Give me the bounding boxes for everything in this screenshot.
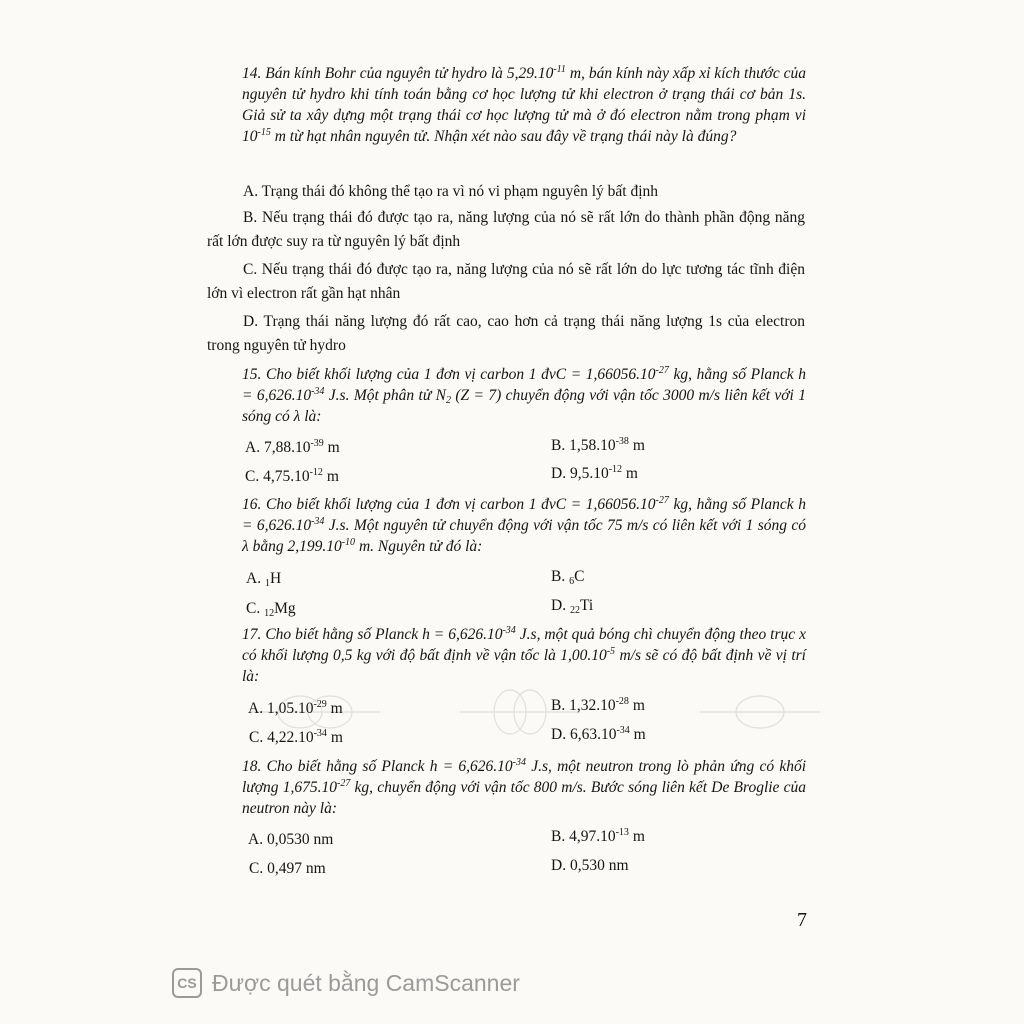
question-14-option-a: A. Trạng thái đó không thể tạo ra vì nó vi phạm nguyên lý bất định xyxy=(243,183,659,200)
question-16-stem xyxy=(242,494,806,557)
question-14-stem xyxy=(242,63,806,147)
exponent: -27 xyxy=(336,778,351,789)
question-14-option-b: B. Nếu trạng thái đó được tạo ra, năng lượng của nó sẽ rất lớn do thành phần động năng rất lớn được suy ra từ nguyên lý bất định xyxy=(207,209,805,250)
question-17-option-a: A. $1,05.10^{-29}$ m xyxy=(248,699,343,717)
stem-text: m/s sẽ có độ bất định về vị trí là: xyxy=(242,647,806,685)
exponent: -34 xyxy=(311,386,325,397)
page-number: 7 xyxy=(797,909,807,931)
question-16-option-c: C. 12Mg xyxy=(246,600,296,619)
stem-text: (Z = 7) chuyển động với vận tốc 3000 m/s liên kết với 1 sóng có λ là: xyxy=(242,387,806,425)
stem-text: m. Nguyên tử đó là: xyxy=(355,538,483,555)
exponent: -27 xyxy=(655,495,669,506)
exponent: -11 xyxy=(553,64,566,75)
question-15-option-d: D. $9,5.10^{-12}$ m xyxy=(551,464,638,482)
stem-text: kg, chuyển động với vận tốc 800 m/s. Bước sóng liên kết De Broglie của neutron này là: xyxy=(242,779,806,817)
stem-text: J.s, một neutron trong lò phản ứng có khối lượng 1,675.10 xyxy=(242,758,807,796)
exponent: -5 xyxy=(606,646,616,657)
question-number: 15. xyxy=(242,366,262,383)
question-17-option-d: D. $6,63.10^{-34}$ m xyxy=(551,725,646,743)
camscanner-logo-icon: CS xyxy=(172,968,202,998)
question-number: 14. xyxy=(242,65,262,82)
question-17-option-b: B. $1,32.10^{-28}$ m xyxy=(551,696,645,714)
question-16-option-d: D. 22Ti xyxy=(551,597,594,616)
subscript: 2 xyxy=(445,395,451,406)
exponent: -34 xyxy=(512,757,526,768)
question-16-option-b: B. 6C xyxy=(551,568,585,587)
question-18-option-a: A. 0,0530 nm xyxy=(248,831,334,848)
question-number: 16. xyxy=(242,496,262,513)
stem-text: Cho biết hằng số Planck h = 6,626.10 xyxy=(265,626,503,643)
question-15-option-a: A. $7,88.10^{-39}$ m xyxy=(245,438,340,456)
question-17-option-c: C. $4,22.10^{-34}$ m xyxy=(249,728,343,746)
exponent: -34 xyxy=(502,625,516,636)
question-16-option-a: A. 1H xyxy=(246,570,282,589)
exponent: -10 xyxy=(341,537,356,548)
exponent: -27 xyxy=(655,365,669,376)
question-18-option-d: D. 0,530 nm xyxy=(551,857,629,874)
question-18-option-c: C. 0,497 nm xyxy=(249,860,326,877)
stem-text: J.s. Một phân tử N xyxy=(324,387,446,404)
question-14-option-d: D. Trạng thái năng lượng đó rất cao, cao hơn cả trạng thái năng lượng 1s của electron trong nguyên tử hydro xyxy=(207,313,805,354)
exponent: -34 xyxy=(311,516,325,527)
question-15-option-b: B. $1,58.10^{-38}$ m xyxy=(551,436,645,454)
stem-text: kg, hằng số Planck h = 6,626.10 xyxy=(242,496,806,534)
stem-text: J.s, một quả bóng chì chuyển động theo trục x có khối lượng 0,5 kg với độ bất định về vận tốc là 1,00.10 xyxy=(242,626,806,664)
question-17-stem xyxy=(242,624,806,687)
stem-text: m, bán kính này xấp xỉ kích thước của nguyên tử hydro khi tính toán bằng cơ học lượng tử khi electron ở trạng thái cơ bản 1s. Giả sử ta xây dựng một trạng thái cơ học lượng tử mà ở đó electron nằm trong phạm vi 10 xyxy=(242,65,807,145)
question-14-option-c: C. Nếu trạng thái đó được tạo ra, năng lượng của nó sẽ rất lớn do lực tương tác tĩnh điện lớn vì electron rất gần hạt nhân xyxy=(207,261,805,302)
stem-text: kg, hằng số Planck h = 6,626.10 xyxy=(242,366,806,404)
scanner-watermark xyxy=(172,966,520,1000)
question-18-option-b: B. $4,97.10^{-13}$ m xyxy=(551,827,645,845)
stem-text: J.s. Một nguyên tử chuyển động với vận tốc 75 m/s có liên kết với 1 sóng có λ bằng 2,199.10 xyxy=(242,517,807,555)
watermark-text: Được quét bằng CamScanner xyxy=(212,969,520,996)
stem-text: Cho biết hằng số Planck h = 6,626.10 xyxy=(266,758,513,775)
question-15-option-c: C. $4,75.10^{-12}$ m xyxy=(245,467,339,485)
stem-text: Bán kính Bohr của nguyên tử hydro là 5,29.10 xyxy=(265,65,554,82)
question-number: 18. xyxy=(242,758,262,775)
stem-text: Cho biết khối lượng của 1 đơn vị carbon 1 đvC = 1,66056.10 xyxy=(265,366,656,383)
stem-text: m từ hạt nhân nguyên tử. Nhận xét nào sau đây về trạng thái này là đúng? xyxy=(270,128,737,145)
question-18-stem xyxy=(242,756,806,819)
stem-text: Cho biết khối lượng của 1 đơn vị carbon 1 đvC = 1,66056.10 xyxy=(265,496,656,513)
question-15-stem xyxy=(242,364,806,427)
question-number: 17. xyxy=(242,626,262,643)
exponent: -15 xyxy=(257,127,271,138)
